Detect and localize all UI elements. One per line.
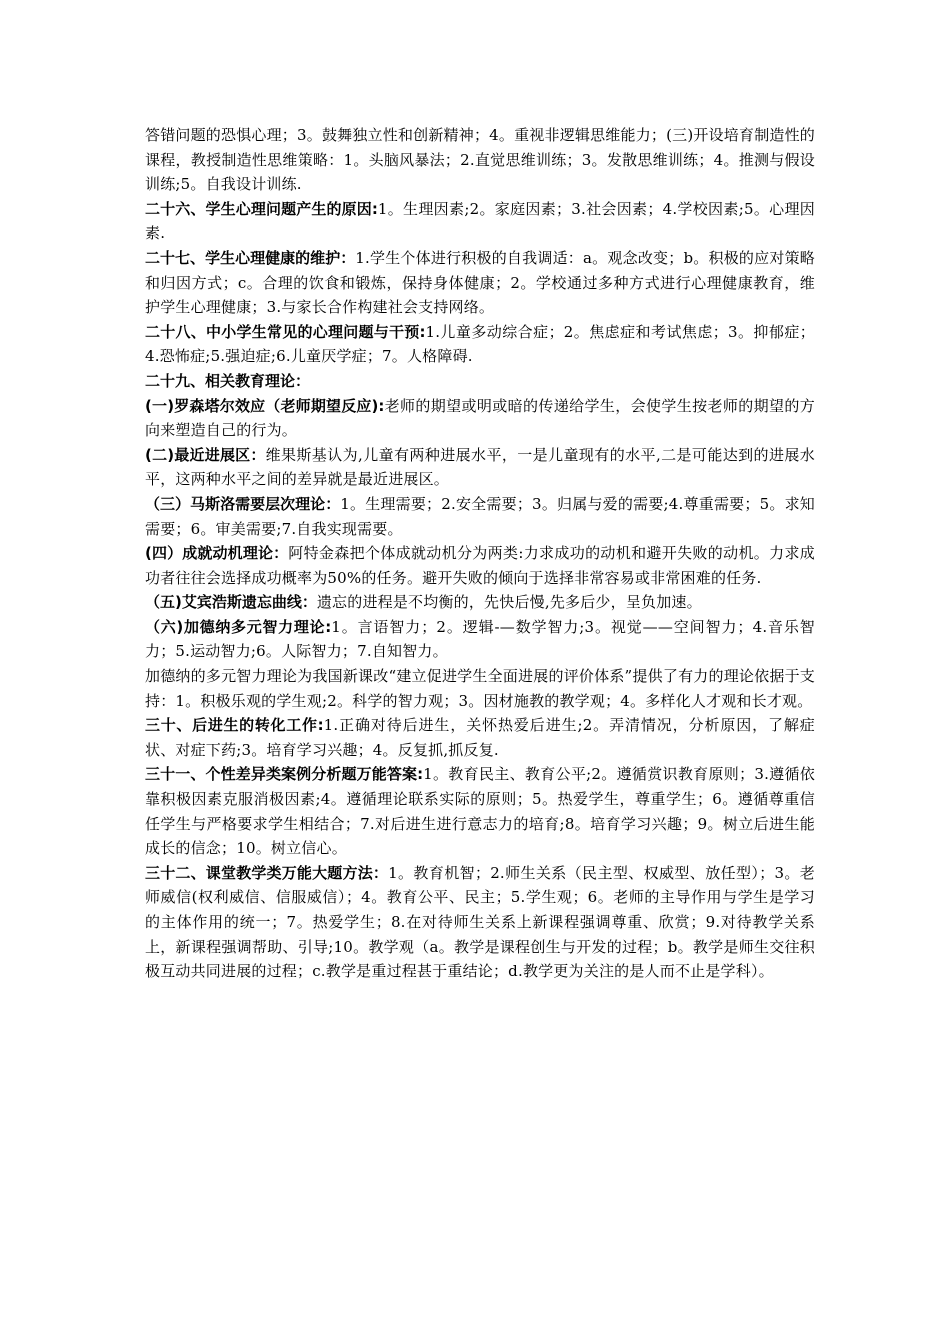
- paragraph-body: 加德纳的多元智力理论为我国新课改“建立促进学生全面进展的评价体系”提供了有力的理论依据于支持：1。积极乐观的学生观;2。科学的智力观；3。因材施教的教学观；4。多样化人才观和长才观。: [145, 667, 815, 710]
- paragraph-creativity-cont: [145, 123, 815, 197]
- paragraph-26-psych-causes: [145, 197, 815, 246]
- paragraph-28-common-problems: [145, 320, 815, 369]
- paragraph-heading: (二)最近进展区：: [145, 445, 266, 464]
- paragraph-body: 答错问题的恐惧心理；3。鼓舞独立性和创新精神；4。重视非逻辑思维能力；(三)开设培育制造性的课程，教授制造性思维策略：1。头脑风暴法；2.直觉思维训练；3。发散思维训练；4。推测与假设训练;5。自我设计训练.: [145, 126, 815, 194]
- paragraph-body: 1.儿童多动综合症；2。焦虑症和考试焦虑；3。抑郁症；4.恐怖症;5.强迫症;6.儿童厌学症；7。人格障碍.: [145, 322, 815, 366]
- paragraph-gardner: [145, 615, 815, 664]
- paragraph-30-underachievers: [145, 713, 815, 762]
- paragraph-body: 阿特金森把个体成就动机分为两类:力求成功的动机和避开失败的动机。力求成功者往往会选择成功概率为50%的任务。避开失败的倾向于选择非常容易或非常困难的任务.: [145, 544, 816, 587]
- paragraph-body: 1.正确对待后进生，关怀热爱后进生;2。弄清情况，分析原因，了解症状、对症下药;3。培育学习兴趣；4。反复抓,抓反复.: [145, 716, 816, 759]
- paragraph-body: 老师的期望或明或暗的传递给学生，会使学生按老师的期望的方向来塑造自己的行为。: [145, 396, 815, 440]
- paragraph-heading: 二十八、中小学生常见的心理问题与干预:: [145, 322, 426, 341]
- paragraph-heading: （五)艾宾浩斯遗忘曲线：: [145, 593, 317, 612]
- paragraph-heading: 二十六、学生心理问题产生的原因:: [145, 199, 378, 218]
- paragraph-body: 1.学生个体进行积极的自我调适：a。观念改变；b。积极的应对策略和归因方式；c。合理的饮食和锻炼，保持身体健康；2。学校通过多种方式进行心理健康教育，维护学生心理健康；3.与家长合作构建社会支持网络。: [145, 248, 815, 317]
- paragraph-29-theories: [145, 369, 815, 394]
- paragraph-maslow: [145, 492, 815, 541]
- paragraph-body: 遗忘的进程是不均衡的，先快后慢,先多后少，呈负加速。: [316, 593, 702, 612]
- paragraph-32-classroom: [145, 861, 815, 984]
- paragraph-heading: 二十九、相关教育理论：: [145, 371, 311, 390]
- paragraph-heading: (四）成就动机理论：: [145, 544, 289, 563]
- paragraph-achievement: [145, 541, 815, 590]
- paragraph-body: 1。言语智力；2。逻辑-—数学智力;3。视觉——空间智力；4.音乐智力；5.运动智力;6。人际智力；7.自知智力。: [145, 617, 815, 661]
- paragraph-heading: 三十一、个性差异类案例分析题万能答案:: [145, 765, 424, 784]
- paragraph-ebbinghaus: [145, 590, 815, 615]
- paragraph-body: 维果斯基认为,儿童有两种进展水平，一是儿童现有的水平,二是可能达到的进展水平，这两种水平之间的差异就是最近进展区。: [145, 445, 815, 489]
- paragraph-31-individual-diff: [145, 762, 815, 860]
- paragraph-heading: （三）马斯洛需要层次理论：: [145, 494, 341, 513]
- paragraph-heading: （六)加德纳多元智力理论:: [145, 617, 332, 636]
- document-page: [145, 123, 815, 984]
- paragraph-body: 1。生理因素;2。家庭因素；3.社会因素；4.学校因素;5。心理因素.: [145, 199, 815, 243]
- paragraph-body: 1。教育民主、教育公平;2。遵循赏识教育原则；3.遵循依靠积极因素克服消极因素;4。遵循理论联系实际的原则；5。热爱学生，尊重学生；6。遵循尊重信任学生与严格要求学生相结合；7.对后进生进行意志力的培育;8。培育学习兴趣；9。树立后进生能成长的信念；10。树立信心。: [145, 765, 815, 858]
- paragraph-27-mental-health: [145, 246, 815, 320]
- paragraph-body: 1。生理需要；2.安全需要；3。归属与爱的需要;4.尊重需要；5。求知需要；6。审美需要;7.自我实现需要。: [145, 494, 815, 538]
- paragraph-zpd: [145, 443, 815, 492]
- paragraph-heading: (一)罗森塔尔效应（老师期望反应):: [145, 396, 385, 415]
- paragraph-heading: 三十、后进生的转化工作:: [145, 716, 324, 735]
- paragraph-gardner-support: [145, 664, 815, 713]
- paragraph-rosenthal: [145, 394, 815, 443]
- paragraph-heading: 三十二、课堂教学类万能大题方法：: [145, 863, 389, 882]
- paragraph-body: 1。教育机智；2.师生关系（民主型、权威型、放任型）；3。老师威信(权利威信、信服威信）；4。教育公平、民主；5.学生观；6。老师的主导作用与学生是学习的主体作用的统一；7。热爱学生；8.在对待师生关系上新课程强调尊重、欣赏；9.对待教学关系上，新课程强调帮助、引导;10。教学观（a。教学是课程创生与开发的过程；b。教学是师生交往积极互动共同进展的过程；c.教学是重过程甚于重结论；d.教学更为关注的是人而不止是学科）。: [145, 863, 815, 981]
- paragraph-heading: 二十七、学生心理健康的维护：: [145, 248, 356, 267]
